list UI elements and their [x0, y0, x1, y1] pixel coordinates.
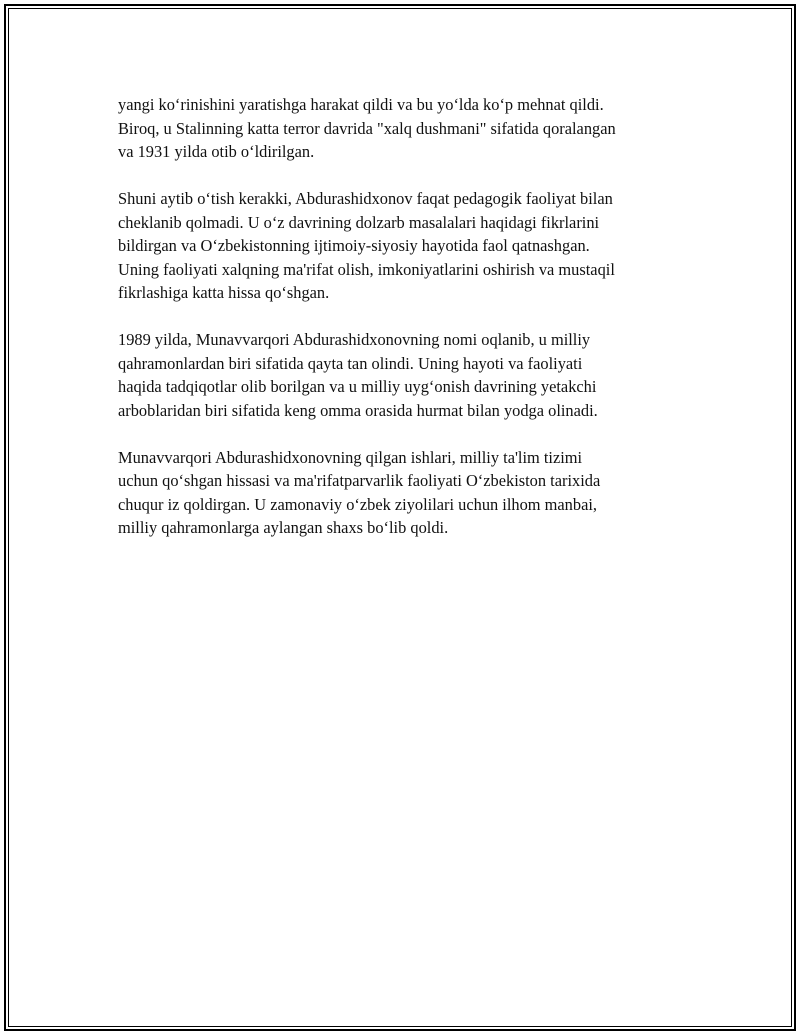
text-line: uchun qo‘shgan hissasi va ma'rifatparvarlik faoliyati O‘zbekiston tarixida — [118, 471, 601, 490]
text-line: arboblaridan biri sifatida keng omma orasida hurmat bilan yodga olinadi. — [118, 400, 598, 420]
text-line: milliy qahramonlarga aylangan shaxs bo‘lib qoldi. — [118, 518, 449, 537]
text-line: fikrlashiga katta hissa qo‘shgan. — [118, 283, 330, 302]
text-line: Shuni aytib o‘tish kerakki, Abdurashidxonov faqat pedagogik faoliyat bilan — [118, 189, 613, 208]
paragraph-4 — [118, 446, 688, 540]
text-line: yangi ko‘rinishini yaratishga harakat qildi va bu yo‘lda ko‘p mehnat qildi. — [118, 95, 604, 114]
text-line: qahramonlardan biri sifatida qayta tan olindi. Uning hayoti va faoliyati — [118, 353, 583, 373]
paragraph-3 — [118, 328, 688, 422]
text-line: 1989 yilda, Munavvarqori Abdurashidxonovning nomi oqlanib, u milliy — [118, 330, 591, 349]
text-line: haqida tadqiqotlar olib borilgan va u milliy uyg‘onish davrining yetakchi — [118, 377, 597, 396]
paragraph-2 — [118, 187, 688, 305]
text-line: chuqur iz qoldirgan. U zamonaviy o‘zbek ziyolilari uchun ilhom manbai, — [118, 494, 597, 514]
document-body — [118, 93, 688, 563]
paragraph-1 — [118, 93, 688, 164]
text-line: va 1931 yilda otib o‘ldirilgan. — [118, 142, 315, 161]
text-line: cheklanib qolmadi. U o‘z davrining dolzarb masalalari haqidagi fikrlarini — [118, 212, 600, 232]
text-line: bildirgan va O‘zbekistonning ijtimoiy-siyosiy hayotida faol qatnashgan. — [118, 236, 590, 255]
text-line: Munavvarqori Abdurashidxonovning qilgan ishlari, milliy ta'lim tizimi — [118, 447, 583, 467]
text-line: Biroq, u Stalinning katta terror davrida "xalq dushmani" sifatida qoralangan — [118, 118, 616, 138]
text-line: Uning faoliyati xalqning ma'rifat olish, imkoniyatlarini oshirish va mustaqil — [118, 259, 615, 279]
